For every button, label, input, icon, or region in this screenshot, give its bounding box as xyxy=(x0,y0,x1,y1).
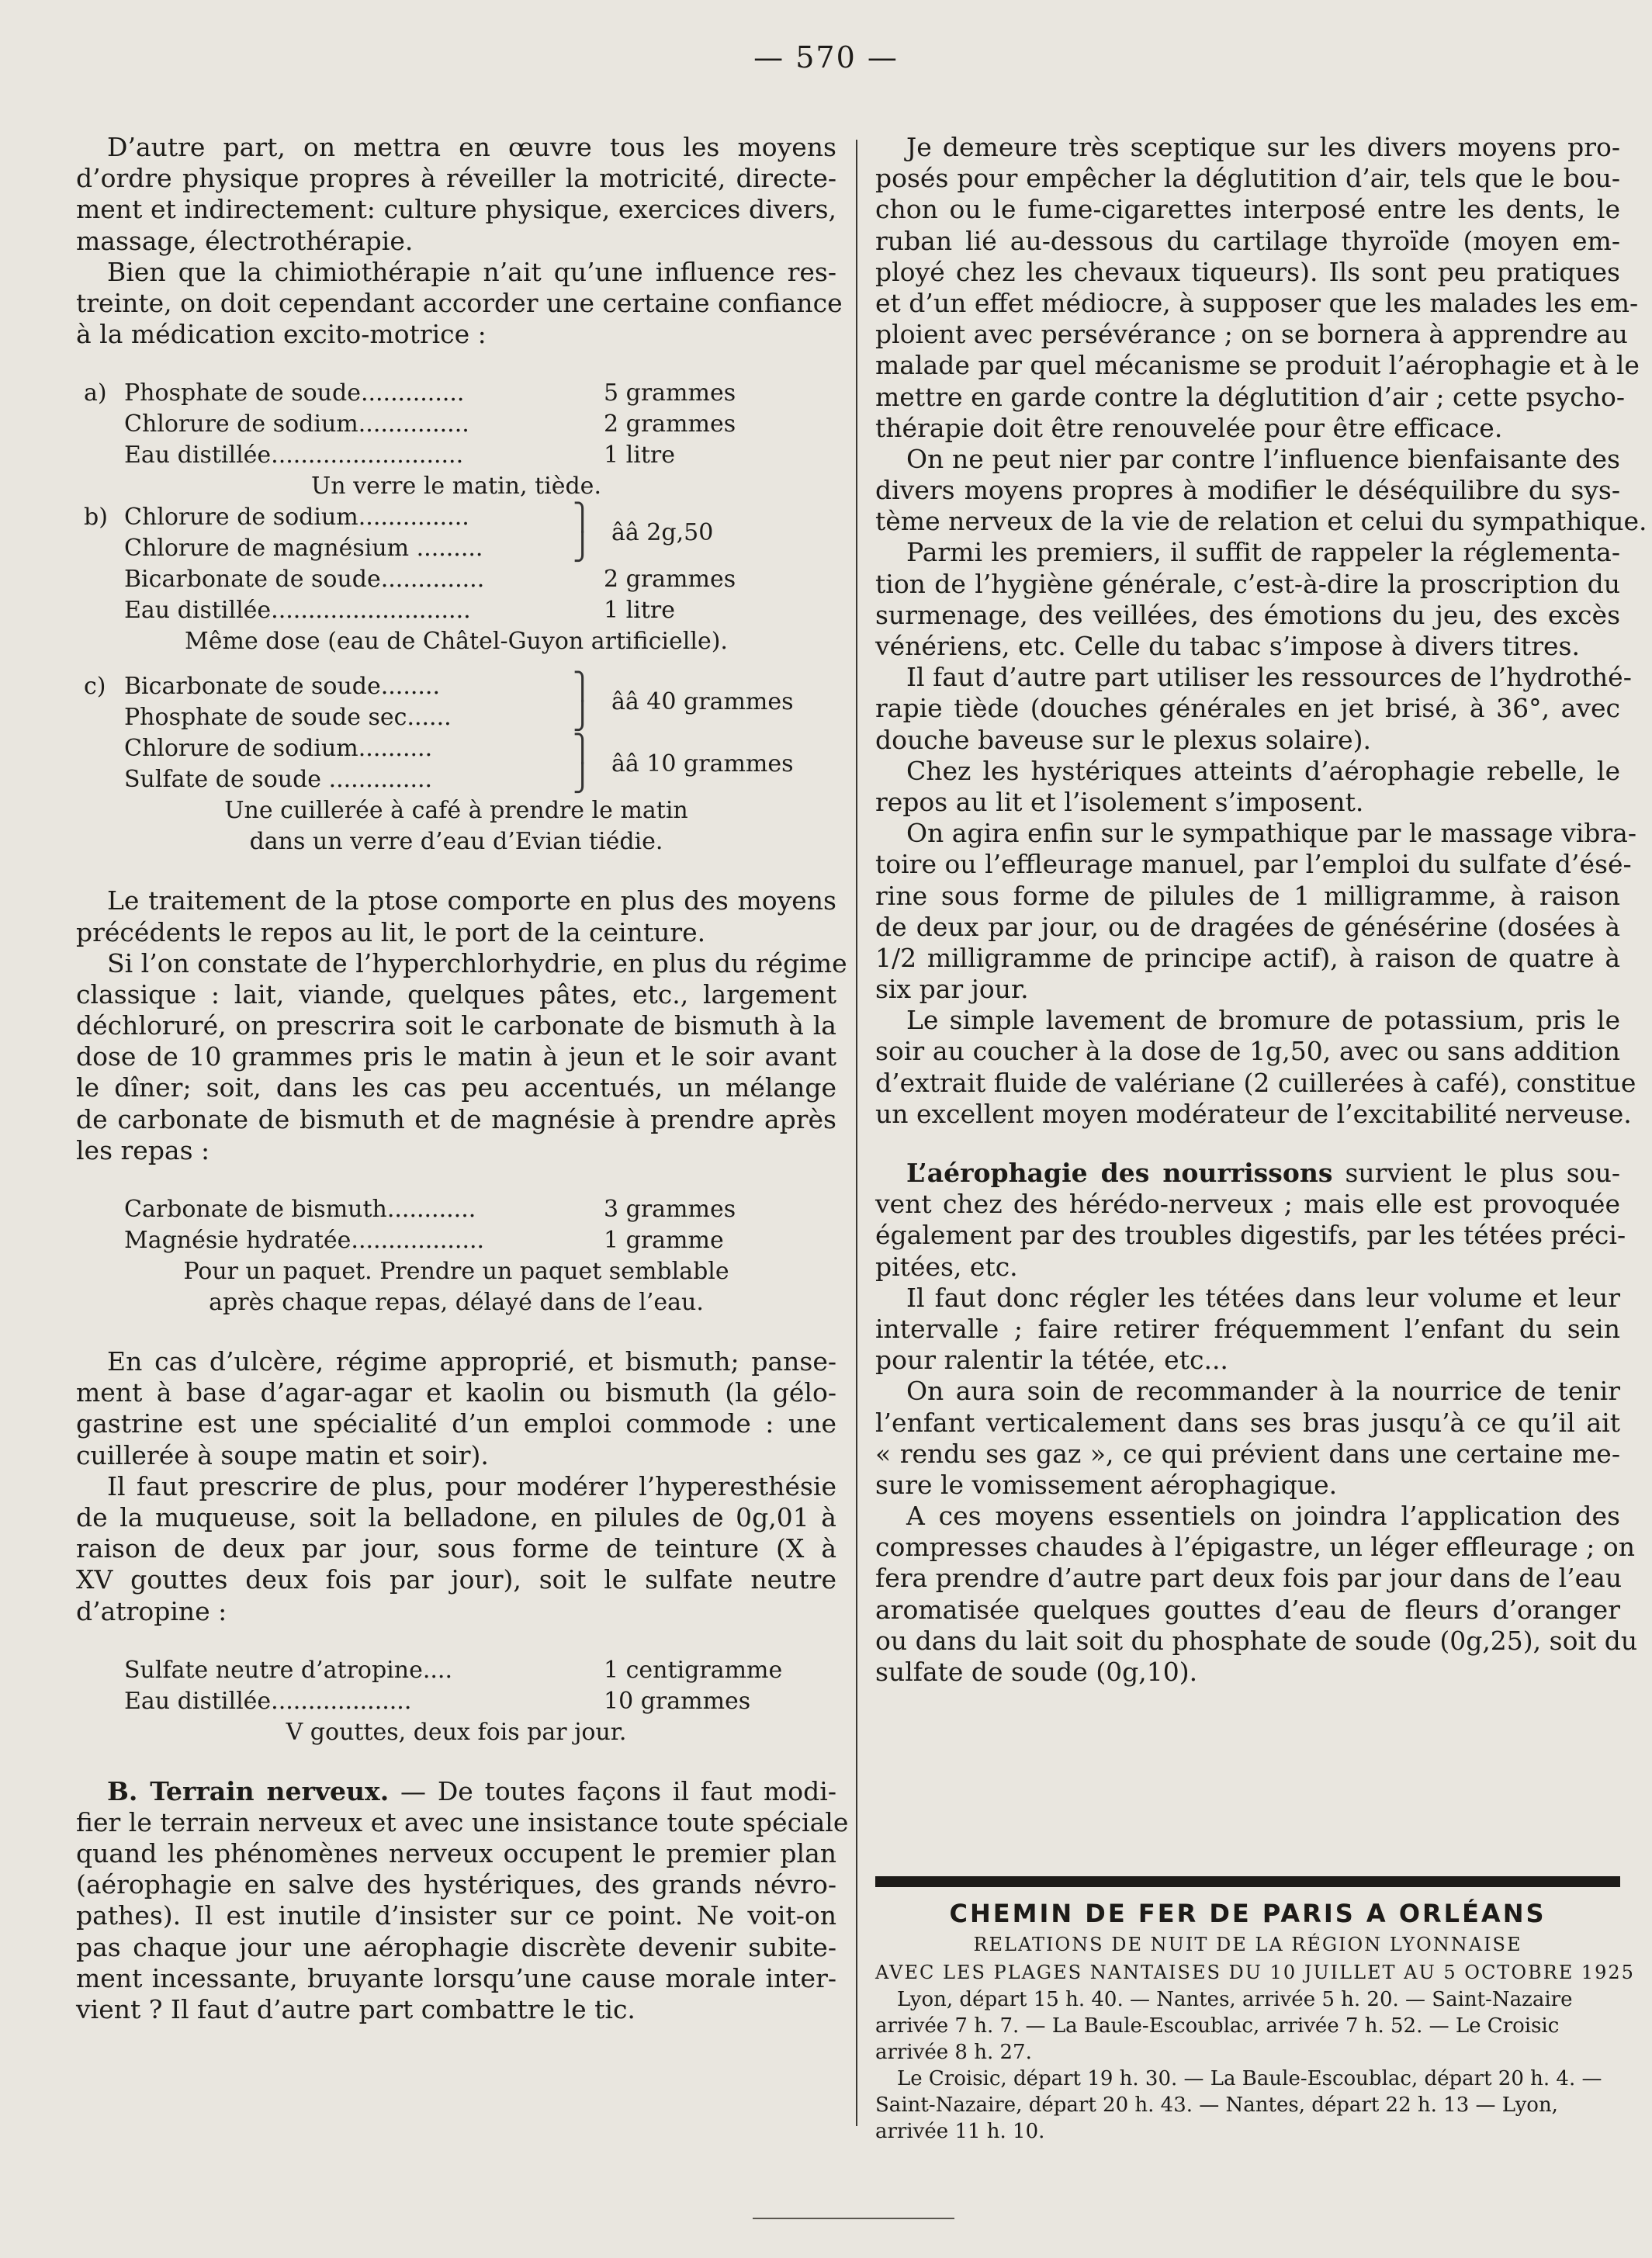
spacer xyxy=(76,657,836,671)
formula-row xyxy=(76,595,836,626)
text-line: On ne peut nier par contre l’influence bienfaisante des xyxy=(906,443,1620,474)
text-line: posés pour empêcher la déglutition d’air, tels que le bou- xyxy=(875,163,1620,194)
schedule-line: Saint-Nazaire, départ 20 h. 43. — Nantes, départ 22 h. 13 — Lyon, xyxy=(875,2093,1558,2117)
formula-ingredient: Eau distillée.......................... xyxy=(124,442,464,469)
formula-quantity: 3 grammes xyxy=(604,1196,736,1223)
text-line: d’atropine : xyxy=(76,1595,227,1626)
text-line: intervalle ; faire retirer fréquemment l’enfant du sein xyxy=(875,1313,1620,1344)
text-line: classique : lait, viande, quelques pâtes, etc., largement xyxy=(76,978,836,1010)
spacer xyxy=(76,857,836,885)
formula-row xyxy=(76,409,836,440)
page-number: — 570 — xyxy=(753,40,899,74)
text-line: ruban lié au-dessous du cartilage thyroïde (moyen em- xyxy=(875,225,1620,256)
paragraph xyxy=(875,1283,1620,1377)
formula-group xyxy=(76,733,836,795)
paragraph xyxy=(875,1005,1636,1130)
text-line: pathes). Il est inutile d’insister sur ce point. Ne voit-on xyxy=(76,1900,836,1931)
formula-ingredient: Chlorure de magnésium ......... xyxy=(124,535,483,563)
column-divider xyxy=(856,140,857,2126)
text-line: ployé chez les chevaux tiqueurs). Ils sont peu pratiques xyxy=(875,256,1620,287)
left-column xyxy=(76,132,849,2025)
text-line: Il faut d’autre part utiliser les ressources de l’hydrothé- xyxy=(906,662,1632,693)
formula-quantity: 10 grammes xyxy=(604,1687,751,1715)
text-line: d’extrait fluide de valériane (2 cuillerées à café), constitue xyxy=(875,1067,1636,1098)
text-line: ment incessante, bruyante lorsqu’une cause morale inter- xyxy=(76,1962,836,1993)
paragraph xyxy=(76,1346,836,1471)
formula-ingredient: Chlorure de sodium............... xyxy=(124,504,469,532)
schedule-line: Le Croisic, départ 19 h. 30. — La Baule-Escoublac, départ 20 h. 4. — xyxy=(897,2067,1602,2090)
formula-ingredient: Bicarbonate de soude........ xyxy=(124,673,441,701)
formula-label: b) xyxy=(84,504,108,532)
schedule-line: arrivée 11 h. 10. xyxy=(875,2120,1045,2143)
text-line: Le traitement de la ptose comporte en plus des moyens xyxy=(107,885,836,916)
brace-glyph: ⎫ xyxy=(573,671,593,703)
text-line: ou dans du lait soit du phosphate de soude (0g,25), soit du xyxy=(875,1625,1638,1656)
notice-subtitle: RELATIONS DE NUIT DE LA RÉGION LYONNAISE xyxy=(973,1934,1522,1955)
section-b-paragraph xyxy=(76,1775,849,2026)
text-line: sure le vomissement aérophagique. xyxy=(875,1469,1338,1500)
spacer xyxy=(76,1318,836,1346)
text-run: — De toutes façons il faut modi- xyxy=(400,1775,836,1806)
brace-glyph: ⎫ xyxy=(573,733,593,765)
text-line: sulfate de soude (0g,10). xyxy=(875,1657,1198,1687)
text-line: chon ou le fume-cigarettes interposé entre les dents, le xyxy=(875,194,1620,225)
formula-row xyxy=(76,1655,836,1686)
brace-glyph: ⎭ xyxy=(573,763,593,795)
text-run: survient le plus sou- xyxy=(1345,1158,1620,1188)
right-column xyxy=(875,132,1647,1688)
text-line: et d’un effet médiocre, à supposer que les malades les em- xyxy=(875,287,1639,318)
formula-ingredient: Phosphate de soude sec...... xyxy=(124,704,452,732)
railway-notice xyxy=(875,1896,1635,2145)
text-line: Le simple lavement de bromure de potassium, pris le xyxy=(906,1005,1620,1036)
text-line: déchloruré, on prescrira soit le carbonate de bismuth à la xyxy=(76,1010,836,1041)
formula-instruction: Pour un paquet. Prendre un paquet semblable xyxy=(183,1258,729,1285)
text-line: compresses chaudes à l’épigastre, un léger effleurage ; on xyxy=(875,1532,1635,1563)
formula-instruction: Même dose (eau de Châtel-Guyon artificielle). xyxy=(185,628,728,656)
bottom-rule xyxy=(753,2218,954,2219)
formula-ingredient: Sulfate neutre d’atropine.... xyxy=(124,1656,452,1684)
formula-row xyxy=(76,1225,836,1256)
text-line: le dîner; soit, dans les cas peu accentués, un mélange xyxy=(76,1072,836,1103)
text-line: Je demeure très sceptique sur les divers moyens pro- xyxy=(906,132,1620,162)
paragraph xyxy=(76,947,847,1166)
brace-glyph: ⎭ xyxy=(573,532,593,563)
spacer xyxy=(76,1748,836,1776)
text-line: ment et indirectement: culture physique, exercices divers, xyxy=(76,194,836,225)
text-line: les repas : xyxy=(76,1134,210,1165)
text-line: ploient avec persévérance ; on se bornera à apprendre au xyxy=(875,319,1628,350)
text-line: vent chez des hérédo-nerveux ; mais elle est provoquée xyxy=(875,1189,1620,1220)
formula-group xyxy=(76,502,836,564)
text-line: On agira enfin sur le sympathique par le massage vibra- xyxy=(906,818,1636,849)
formula-ingredient: Bicarbonate de soude.............. xyxy=(124,566,485,594)
text-line: massage, électrothérapie. xyxy=(76,225,414,256)
formula-quantity: 2 grammes xyxy=(604,410,736,438)
formula-instruction: Une cuillerée à café à prendre le matin xyxy=(224,797,688,825)
paragraph xyxy=(875,818,1636,1005)
formula-ingredient: Chlorure de sodium.......... xyxy=(124,735,433,763)
paragraph xyxy=(875,443,1647,538)
text-line: un excellent moyen modérateur de l’excitabilité nerveuse. xyxy=(875,1098,1632,1129)
text-line: mettre en garde contre la déglutition d’air ; cette psycho- xyxy=(875,381,1626,412)
formula-quantity: 1 gramme xyxy=(604,1227,724,1254)
text-line: rine sous forme de pilules de 1 milligramme, à raison xyxy=(875,880,1620,911)
text-line: thérapie doit être renouvelée pour être efficace. xyxy=(875,412,1503,443)
schedule-line: arrivée 7 h. 7. — La Baule-Escoublac, arrivée 7 h. 52. — Le Croisic xyxy=(875,2014,1560,2038)
formula-ingredient: Eau distillée........................... xyxy=(124,597,471,625)
spacer xyxy=(875,1130,1620,1158)
text-line: Bien que la chimiothérapie n’ait qu’une influence res- xyxy=(107,256,836,287)
text-line: A ces moyens essentiels on joindra l’application des xyxy=(906,1501,1620,1532)
text-line: douche baveuse sur le plexus solaire). xyxy=(875,724,1371,755)
formula-ingredient: Magnésie hydratée.................. xyxy=(124,1227,485,1254)
text-line: 1/2 milligramme de principe actif), à raison de quatre à xyxy=(875,942,1620,973)
text-line: d’ordre physique propres à réveiller la motricité, directe- xyxy=(76,163,836,194)
paragraph xyxy=(875,1376,1620,1501)
formula-row xyxy=(76,378,836,409)
text-line: dose de 10 grammes pris le matin à jeun et le soir avant xyxy=(76,1041,836,1072)
formula-instruction: après chaque repas, délayé dans de l’eau. xyxy=(209,1289,704,1316)
text-line: Il faut donc régler les tétées dans leur volume et leur xyxy=(906,1282,1620,1313)
text-line: Parmi les premiers, il suffit de rappeler la réglementa- xyxy=(906,537,1620,568)
brace-glyph: ⎫ xyxy=(573,502,593,534)
formula-quantity: 2 grammes xyxy=(604,566,736,594)
paragraph xyxy=(76,132,836,257)
text-line: quand les phénomènes nerveux occupent le premier plan xyxy=(76,1838,836,1869)
formula-row xyxy=(76,564,836,595)
paragraph xyxy=(875,537,1620,662)
text-line: Si l’on constate de l’hyperchlorhydrie, en plus du régime xyxy=(107,947,847,978)
text-line: vient ? Il faut d’autre part combattre le tic. xyxy=(76,1994,636,2024)
text-line: repos au lit et l’isolement s’imposent. xyxy=(875,786,1364,817)
formula-ingredient: Eau distillée................... xyxy=(124,1687,412,1715)
notice-title: CHEMIN DE FER DE PARIS A ORLÉANS xyxy=(949,1899,1546,1928)
formula-label: a) xyxy=(84,379,107,407)
formula-label: c) xyxy=(84,673,106,701)
paragraph xyxy=(875,662,1632,756)
formula-row xyxy=(76,1686,836,1717)
text-line: malade par quel mécanisme se produit l’aérophagie et à le xyxy=(875,350,1640,381)
spacer xyxy=(76,1627,836,1655)
paragraph xyxy=(875,132,1640,444)
formula-instruction: Un verre le matin, tiède. xyxy=(311,473,601,500)
text-line: aromatisée quelques gouttes d’eau de fleurs d’oranger xyxy=(875,1594,1620,1625)
text-line: On aura soin de recommander à la nourrice de tenir xyxy=(906,1376,1620,1407)
notice-schedule xyxy=(875,1986,1620,2145)
text-line: Il faut prescrire de plus, pour modérer l’hyperesthésie xyxy=(107,1470,836,1501)
text-line: tion de l’hygiène générale, c’est-à-dire la proscription du xyxy=(875,568,1620,599)
spacer xyxy=(76,350,836,378)
text-line: de deux par jour, ou de dragées de génésérine (dosées à xyxy=(875,911,1620,942)
formula-instruction: dans un verre d’eau d’Evian tiédie. xyxy=(249,828,663,856)
text-line: ment à base d’agar-agar et kaolin ou bismuth (la gélo- xyxy=(76,1377,836,1408)
text-line: à la médication excito-motrice : xyxy=(76,319,487,350)
text-line: l’enfant verticalement dans ses bras jusqu’à ce qu’il ait xyxy=(875,1407,1620,1438)
formula-quantity: 1 litre xyxy=(604,442,675,469)
schedule-line: arrivée 8 h. 27. xyxy=(875,2041,1032,2064)
text-line: divers moyens propres à modifier le déséquilibre du sys- xyxy=(875,475,1620,506)
text-line: pour ralentir la tétée, etc... xyxy=(875,1345,1228,1376)
text-line: de la muqueuse, soit la belladone, en pilules de 0g,01 à xyxy=(76,1501,836,1532)
text-line: XV gouttes deux fois par jour), soit le sulfate neutre xyxy=(76,1564,836,1595)
nourrissons-paragraph xyxy=(875,1158,1626,1283)
formula-ingredient: Sulfate de soude .............. xyxy=(124,766,433,794)
formula-row xyxy=(76,440,836,471)
formula-quantity: 5 grammes xyxy=(604,379,736,407)
notice-top-rule xyxy=(875,1876,1620,1887)
text-line: En cas d’ulcère, régime approprié, et bismuth; panse- xyxy=(107,1346,836,1377)
text-line: de carbonate de bismuth et de magnésie à prendre après xyxy=(76,1103,836,1134)
text-line: « rendu ses gaz », ce qui prévient dans une certaine me- xyxy=(875,1438,1620,1469)
text-line: vénériens, etc. Celle du tabac s’impose à divers titres. xyxy=(875,631,1580,661)
formula-row xyxy=(76,1194,836,1225)
paragraph xyxy=(76,885,836,947)
text-line xyxy=(875,1158,1620,1189)
schedule-line: Lyon, départ 15 h. 40. — Nantes, arrivée 5 h. 20. — Saint-Nazaire xyxy=(897,1988,1573,2011)
text-line: gastrine est une spécialité d’un emploi commode : une xyxy=(76,1408,836,1439)
text-line: toire ou l’effleurage manuel, par l’emploi du sulfate d’ésé- xyxy=(875,849,1632,880)
paragraph xyxy=(875,756,1620,818)
text-line: précédents le repos au lit, le port de la ceinture. xyxy=(76,916,706,947)
formula-ingredient: Chlorure de sodium............... xyxy=(124,410,469,438)
text-line: pitées, etc. xyxy=(875,1251,1018,1282)
brace-glyph: ⎭ xyxy=(573,701,593,732)
text-line: soir au coucher à la dose de 1g,50, avec ou sans addition xyxy=(875,1036,1620,1067)
text-line: rapie tiède (douches générales en jet brisé, à 36°, avec xyxy=(875,693,1620,724)
formula-quantity: 1 centigramme xyxy=(604,1656,783,1684)
text-line: fier le terrain nerveux et avec une insistance toute spéciale xyxy=(76,1806,849,1837)
text-line: tème nerveux de la vie de relation et celui du sympathique. xyxy=(875,506,1647,537)
text-line: surmenage, des veillées, des émotions du jeu, des excès xyxy=(875,599,1620,630)
text-line: (aérophagie en salve des hystériques, des grands névro- xyxy=(76,1869,836,1900)
section-heading: L’aérophagie des nourrissons xyxy=(906,1158,1333,1188)
spacer xyxy=(76,1166,836,1194)
section-heading: B. Terrain nerveux. xyxy=(107,1775,390,1806)
text-line: raison de deux par jour, sous forme de teinture (X à xyxy=(76,1533,836,1564)
paragraph xyxy=(875,1501,1638,1688)
formula-quantity: 1 litre xyxy=(604,597,675,625)
formula-instruction: V gouttes, deux fois par jour. xyxy=(286,1718,627,1746)
text-line: également par des troubles digestifs, par les tétées préci- xyxy=(875,1220,1626,1251)
formula-ingredient: Carbonate de bismuth............ xyxy=(124,1196,476,1223)
paragraph xyxy=(76,256,843,351)
text-line: six par jour. xyxy=(875,974,1029,1005)
text-line: treinte, on doit cependant accorder une certaine confiance xyxy=(76,287,843,318)
text-line: cuillerée à soupe matin et soir). xyxy=(76,1439,489,1470)
notice-subtitle: AVEC LES PLAGES NANTAISES DU 10 JUILLET AU 5 OCTOBRE 1925 xyxy=(875,1962,1635,1983)
text-line: fera prendre d’autre part deux fois par jour dans de l’eau xyxy=(875,1563,1623,1594)
formula-quantity: ââ 10 grammes xyxy=(611,750,794,778)
text-line: pas chaque jour une aérophagie discrète devenir subite- xyxy=(76,1931,836,1962)
formula-ingredient: Phosphate de soude.............. xyxy=(124,379,465,407)
formula-group xyxy=(76,671,836,733)
formula-quantity: ââ 2g,50 xyxy=(611,519,714,547)
text-line: D’autre part, on mettra en œuvre tous les moyens xyxy=(107,132,836,162)
formula-quantity: ââ 40 grammes xyxy=(611,688,794,716)
text-line xyxy=(76,1776,836,1807)
text-line: Chez les hystériques atteints d’aérophagie rebelle, le xyxy=(906,755,1620,786)
paragraph xyxy=(76,1471,836,1627)
